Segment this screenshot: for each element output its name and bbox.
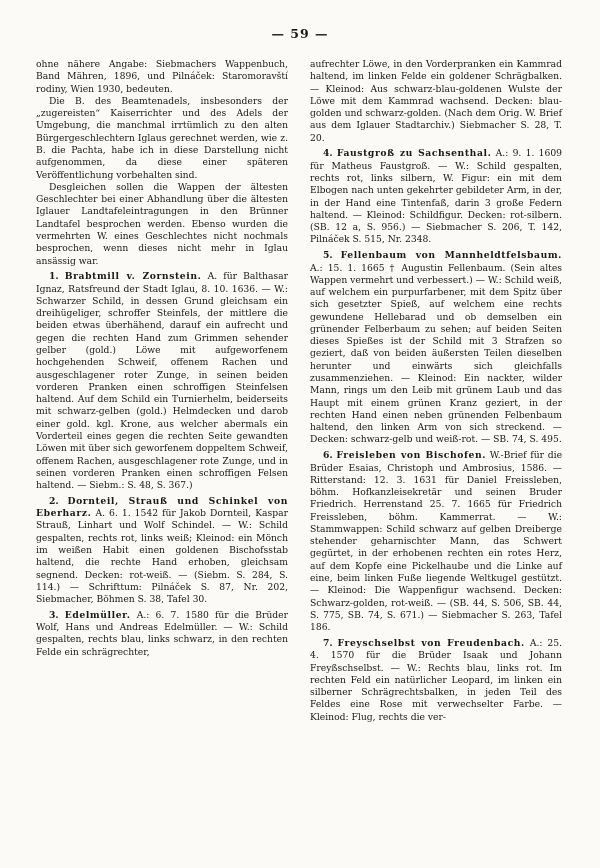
entry-7 — [310, 638, 562, 724]
entry-3 — [36, 610, 288, 659]
entry-number: 1. — [49, 271, 59, 283]
entry-headword: Fellenbaum von Mannheldtfelsbaum. — [340, 250, 562, 262]
entry-number: 2. — [49, 495, 59, 507]
entry-4 — [310, 148, 562, 246]
paragraph: Desgleichen sollen die Wappen der ältesten Geschlechter bei einer Abhandlung über die ältesten Iglauer Landtafeleintragungen in den Brünner Landtafel besprochen werden. Ebenso wurden die vermehrten W. eines Geschlechtes nicht nochmals besprochen, wenn dieses nicht mehr in Iglau ansässig war. — [36, 181, 288, 267]
entry-text: A.: 15. 1. 1665 † Augustin Fellenbaum. (Sein altes Wappen vermehrt und verbessert.) — W.: Schild weiß, auf welchem ein purpurfarbener, mit dem Spitz über sich gesetzter Spieß, auf welchem eine rechts gewundene Hellebarad und ob demselben ein grünender Felberbaum zu sehen; auf beiden Seiten dieses Spießes ist der Schild mit 3 Strafzen so geziert, daß von beiden äußersten Teilen dieselben herunter und einwärts sich gleichfalls zusammenziehen. — Kleinod: Ein nackter, wilder Mann, rings um den Leib mit grünem Laub und das Haupt mit einem grünen Kranz geziert, in der rechten Hand einen neben grünenden Felbenbaum haltend, den linken Arm von sich streckend. — Decken: schwarz-gelb und weiß-rot. — SB. 74, S. 495. — [310, 262, 562, 446]
entry-headword: Freisleben von Bischofen. — [336, 450, 487, 462]
paragraph: ohne nähere Angabe: Siebmachers Wappenbuch, Band Mähren, 1896, und Pilnáček: Staromoravští rodiny, Wien 1930, bedeuten. — [36, 59, 288, 95]
entry-2 — [36, 496, 288, 607]
page-number: — 59 — — [271, 26, 329, 41]
entry-headword: Brabtmill v. Zornstein. — [64, 271, 202, 283]
entry-5 — [310, 250, 562, 447]
entry-text: A.: 6. 7. 1580 für die Brüder Wolf, Hans und Andreas Edelmüller. — W.: Schild gespalten, rechts blau, links schwarz, in den rechten Felde ein schrägrechter, — [36, 609, 289, 658]
left-column — [36, 59, 288, 659]
paragraph: aufrechter Löwe, in den Vorderpranken ein Kammrad haltend, im linken Felde ein goldener Schrägbalken. — Kleinod: Aus schwarz-blau-goldenen Wulste der Löwe mit dem Kammrad wachsend. Decken: blau-golden und schwarz-golden. (Nach dem Orig. W. Brief aus dem Iglauer Stadtarchiv.) Siebmacher S. 28, T. 20. — [310, 59, 562, 144]
entry-number: 7. — [323, 637, 333, 649]
right-column — [310, 59, 562, 724]
paragraph: Die B. des Beamtenadels, insbesonders der „zugereisten“ Kaiserrichter und des Adels der Umgebung, die manchmal irrtümlich zu den alten Bürgergeschlechtern Iglaus gerechnet werden, wie z. B. die Pachta, habe ich in diese Darstellung nicht aufgenommen, da diese einer späteren Veröffentlichung vorbehalten sind. — [36, 95, 288, 181]
entry-text: A. für Balthasar Ignaz, Ratsfreund der Stadt Iglau, 8. 10. 1636. — W.: Schwarzer Schild, in dessen Grund gleichsam ein dreihügeliger, schroffer Steinfels, der mittlere die beiden etwas überhähend, darauf ein aufrecht und gegen die rechten Hand zum Grimmen sehender gelber (gold.) Löwe mit aufgeworfenem hochgehenden Schweif, offenem Rachen und ausgeschlagener roter Zunge, in seinen beiden vorderen Pranken einen schroffigen Steinfelsen haltend. Auf dem Schild ein Turnierhelm, beiderseits mit schwarz-gelben (gold.) Helmdecken und darob einer gold. kgl. Krone, aus welcher abermals ein Vorderteil eines gegen die rechten Seite gewandten Löwen mit über sich geworfenem doppeltem Schweif, offenem Rachen, ausgeschlagener rote Zunge, und in seinen vorderen Pranken einen schroffigen Felsen haltend. — Siebm.: S. 48, S. 367.) — [36, 271, 289, 492]
entry-headword: Dornteil, Strauß und Schinkel von Eberharz. — [36, 495, 288, 520]
entry-text: A.: 9. 1. 1609 für Matheus Faustgroß. — W.: Schild gespalten, rechts rot, links silbern, W. Figur: ein mit dem Elbogen nach unten gekehrter gebildeter Arm, in der, in der Hand eine Tintenfaß, darin 3 große Federn haltend. — Kleinod: Schildfigur. Decken: rot-silbern. (SB. 12 a, S. 956.) — Siebmacher S. 206, T. 142, Pilnáček S. 515, Nr. 2348. — [310, 148, 563, 246]
entry-1 — [36, 271, 288, 492]
two-column-body — [36, 59, 564, 724]
entry-headword: Edelmüller. — [64, 609, 131, 621]
entry-text: W.-Brief für die Brüder Esaias, Christoph und Ambrosius, 1586. — Ritterstand: 12. 3. 1631 für Daniel Freissleben, böhm. Hofkanzleisekretär und seinen Bruder Friedrich. Herrenstand 25. 7. 1665 für Friedrich Freissleben, böhm. Kammerrat. — W.: Stammwappen: Schild schwarz auf gelben Dreiberge stehender geharnischter Mann, das Schwert gegürtet, in der erhobenen rechten ein rotes Herz, auf dem Kopfe eine Pickelhaube und die Linke auf eine, beim linken Fuße liegende Weltkugel gestützt. — Kleinod: Die Wappenfigur wachsend. Decken: Schwarz-golden, rot-weiß. — (SB. 44, S. 506, SB. 44, S. 775, SB. 74, S. 671.) — Siebmacher S. 263, Tafel 186. — [310, 450, 563, 634]
entry-headword: Freyschselbst von Freudenbach. — [337, 637, 525, 649]
entry-number: 3. — [49, 609, 59, 621]
entry-6 — [310, 450, 562, 634]
entry-number: 5. — [323, 250, 333, 262]
entry-number: 4. — [323, 148, 333, 160]
entry-text: A.: 25. 4. 1570 für die Brüder Isaak und Johann Freyßschselbst. — W.: Rechts blau, links rot. Im rechten Feld ein natürlicher Leopard, im linken ein silberner Schrägrechtsbalken, in jeden Teil des Feldes eine Rose mit verwechselter Farbe. — Kleinod: Flug, rechts die ver- — [310, 637, 563, 723]
entry-number: 6. — [323, 450, 333, 462]
entry-headword: Faustgroß zu Sachsenthal. — [336, 148, 492, 160]
entry-text: A. 6. 1. 1542 für Jakob Dornteil, Kaspar Strauß, Linhart und Wolf Schindel. — W.: Schild gespalten, rechts rot, links weiß; Kleinod: ein Mönch im weißen Habit einen goldenen Bischofsstab haltend, die rechte Hand erhoben, gleichsam segnend. Decken: rot-weiß. — (Siebm. S. 284, S. 114.) — Schrifttum: Pilnáček S. 87, Nr. 202, Siebmacher, Böhmen S. 38, Tafel 30. — [36, 508, 289, 606]
